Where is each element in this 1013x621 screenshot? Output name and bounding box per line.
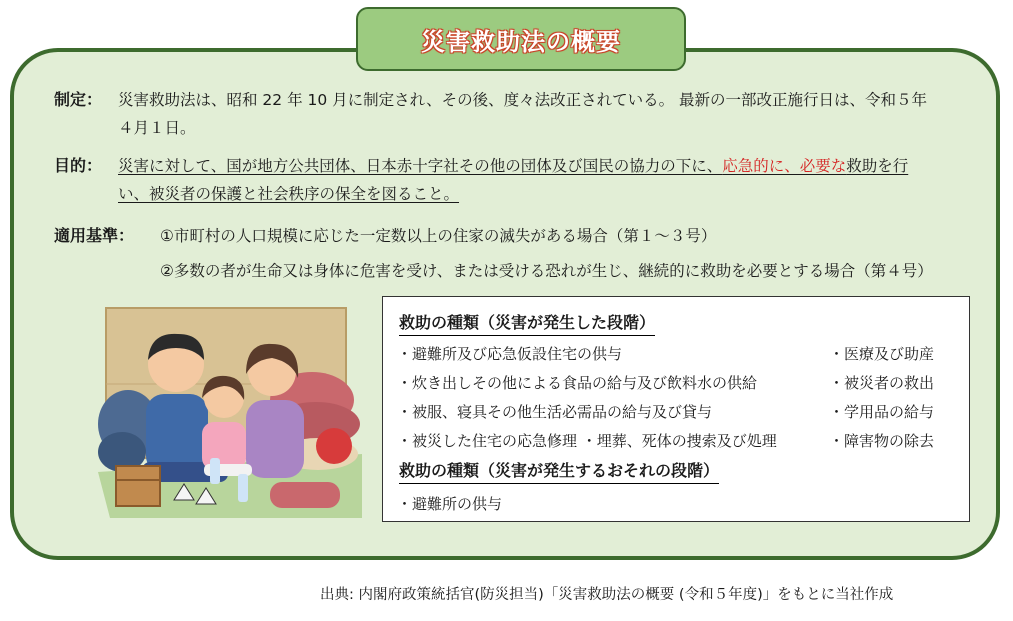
source-note: 出典: 内閣府政策統括官(防災担当)「災害救助法の概要 (令和５年度)」をもとに当社作成: [320, 587, 894, 603]
purpose-emphasis: 応急的に、必要な: [722, 157, 847, 175]
relief-item: ・炊き出しその他による食品の給与及び飲料水の供給: [397, 374, 758, 392]
evacuee-family-illustration: [98, 304, 362, 518]
relief-item: ・被災者の救出: [829, 374, 935, 392]
title-tab: [356, 7, 686, 71]
enactment-line1: 災害救助法は、昭和 22 年 10 月に制定され、その後、度々法改正されている。 最新の一部改正施行日は、令和５年: [118, 91, 928, 109]
relief-item: ・障害物の除去: [829, 432, 935, 450]
criteria-item-2: ②多数の者が生命又は身体に危害を受け、または受ける恐れが生じ、継続的に救助を必要とする場合（第４号）: [160, 262, 933, 280]
purpose-line1-a: 災害に対して、国が地方公共団体、日本赤十字社その他の団体及び国民の協力の下に、: [118, 157, 723, 175]
criteria-item-1: ①市町村の人口規模に応じた一定数以上の住家の滅失がある場合（第１～３号）: [160, 227, 717, 245]
relief-item: ・医療及び助産: [829, 345, 935, 363]
enactment-label: 制定：: [54, 90, 103, 109]
relief-item: ・被災した住宅の応急修理 ・埋葬、死体の捜索及び処理: [397, 432, 777, 450]
purpose-label: 目的：: [54, 156, 103, 175]
relief-heading-occurred: 救助の種類（災害が発生した段階）: [399, 311, 655, 336]
relief-item: ・避難所及び応急仮設住宅の供与: [397, 345, 623, 363]
relief-types-box: [382, 296, 970, 522]
purpose-line1: [118, 152, 908, 180]
relief-item-pre: ・避難所の供与: [397, 495, 503, 513]
purpose-line2: い、被災者の保護と社会秩序の保全を図ること。: [118, 185, 460, 203]
purpose-line1-b: 救助を行: [846, 157, 909, 175]
page-title: 災害救助法の概要: [421, 27, 621, 56]
relief-item: ・被服、寝具その他生活必需品の給与及び貸与: [397, 403, 713, 421]
relief-item: ・学用品の給与: [829, 403, 935, 421]
enactment-line2: ４月１日。: [118, 119, 196, 137]
relief-heading-anticipated: 救助の種類（災害が発生するおそれの段階）: [399, 459, 719, 484]
criteria-label: 適用基準：: [54, 226, 135, 245]
